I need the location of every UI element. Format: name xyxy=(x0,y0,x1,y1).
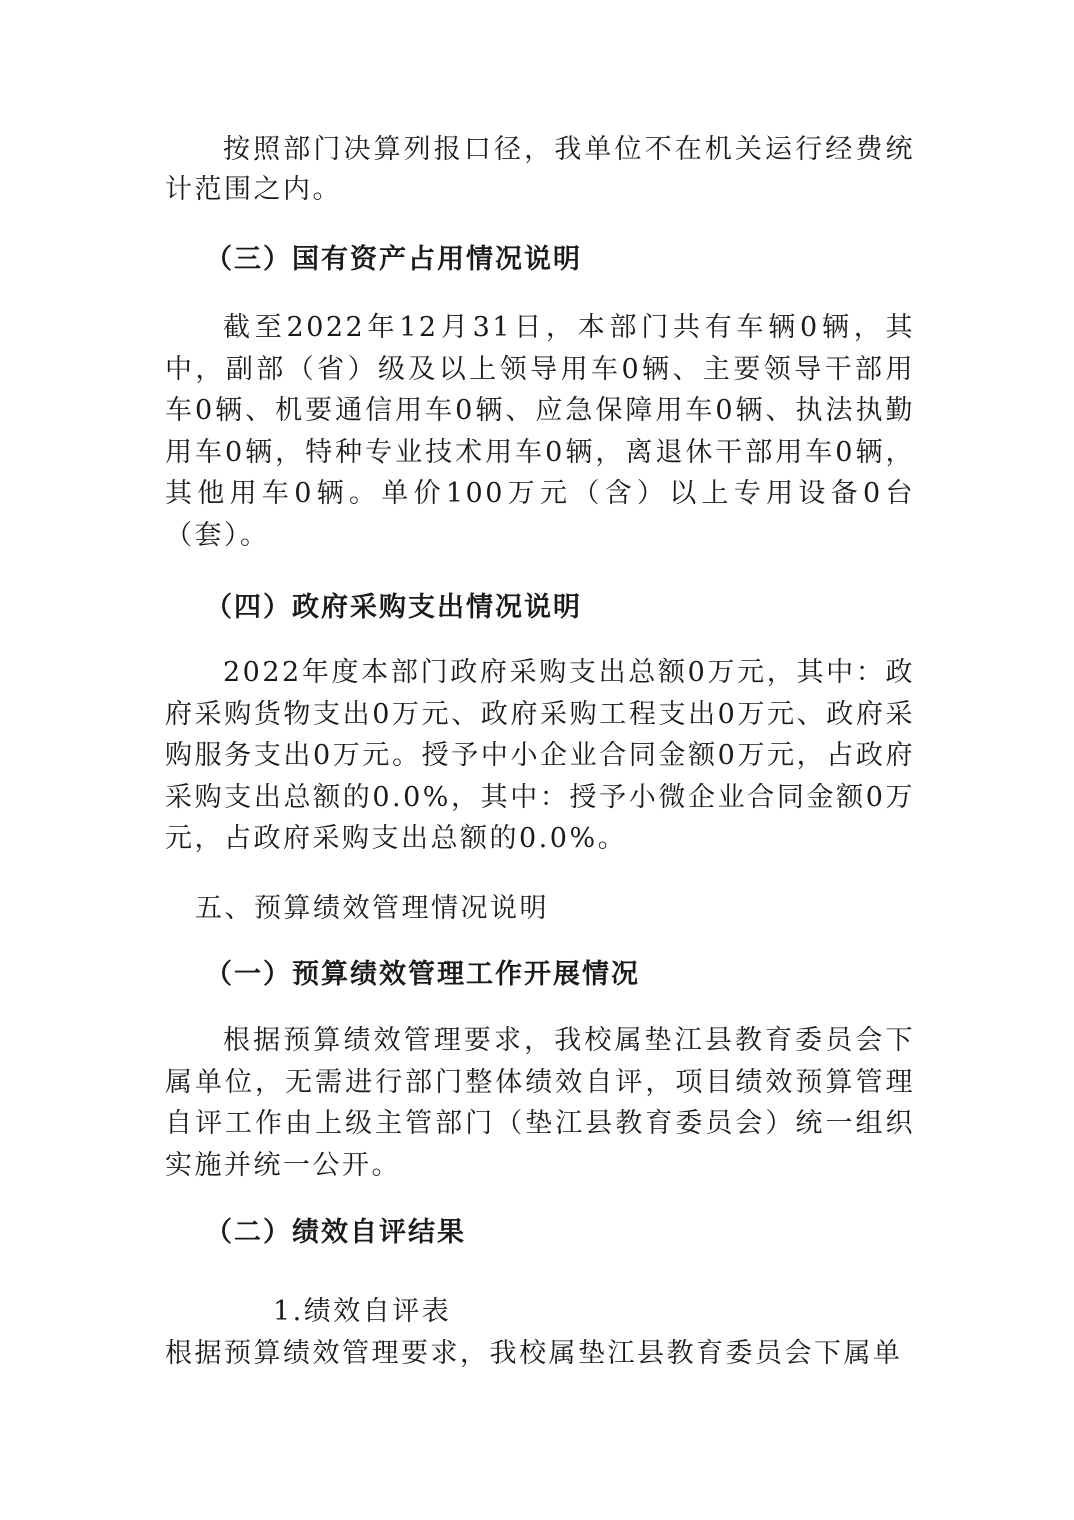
heading-state-assets: （三）国有资产占用情况说明 xyxy=(205,244,582,275)
heading-performance-management: 五、预算绩效管理情况说明 xyxy=(195,893,549,924)
paragraph-state-assets: 截至2022年12月31日，本部门共有车辆0辆，其中，副部（省）级及以上领导用车0辆、主要领导干部用车0辆、机要通信用车0辆、应急保障用车0辆、执法执勤用车0辆，特种专业技术用车0辆，离退休干部用车0辆，其他用车0辆。单价100万元（含）以上专用设备0台（套）。 xyxy=(165,312,915,551)
paragraph-self-evaluation: 根据预算绩效管理要求，我校属垫江县教育委员会下属单 xyxy=(165,1338,903,1369)
paragraph-government-procurement: 2022年度本部门政府采购支出总额0万元，其中：政府采购货物支出0万元、政府采购工程支出0万元、政府采购服务支出0万元。授予中小企业合同金额0万元，占政府采购支出总额的0.0%，其中：授予小微企业合同金额0万元，占政府采购支出总额的0.0%。 xyxy=(165,657,915,854)
heading-performance-work: （一）预算绩效管理工作开展情况 xyxy=(205,959,640,990)
paragraph-performance-work: 根据预算绩效管理要求，我校属垫江县教育委员会下属单位，无需进行部门整体绩效自评，项目绩效预算管理自评工作由上级主管部门（垫江县教育委员会）统一组织实施并统一公开。 xyxy=(165,1025,915,1181)
paragraph-operating-expenses: 按照部门决算列报口径，我单位不在机关运行经费统计范围之内。 xyxy=(165,134,915,205)
heading-self-evaluation-table: 1.绩效自评表 xyxy=(273,1296,452,1327)
heading-self-evaluation-results: （二）绩效自评结果 xyxy=(205,1217,466,1248)
heading-government-procurement: （四）政府采购支出情况说明 xyxy=(205,592,582,623)
